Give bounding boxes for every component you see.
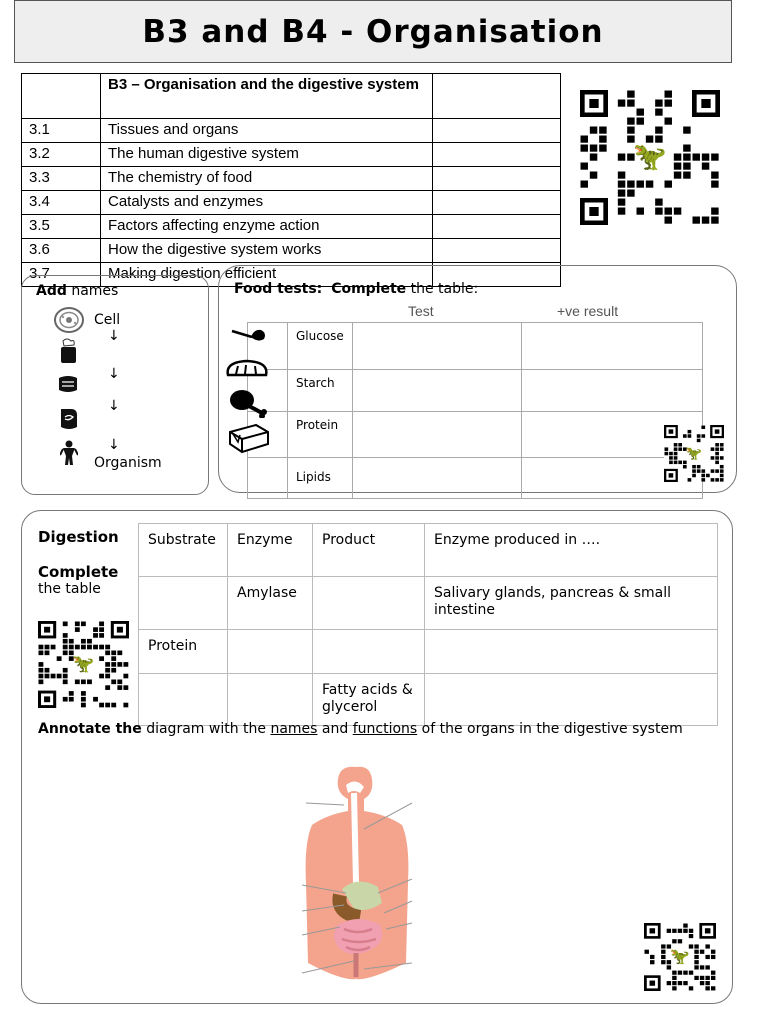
qr-code-icon[interactable] (38, 621, 129, 708)
food-row-glucose: Glucose (288, 323, 353, 370)
organism-label: Organism (94, 455, 162, 471)
svg-text:🦖: 🦖 (72, 654, 95, 675)
header-substrate: Substrate (139, 524, 228, 577)
lipids-test-cell[interactable] (352, 458, 521, 499)
food-tests-table (247, 322, 703, 499)
cell-product: Fatty acids & glycerol (313, 674, 425, 726)
organ-system-icon (57, 405, 81, 433)
person-icon (60, 440, 78, 466)
cell-produced-in[interactable] (425, 630, 718, 674)
svg-text:🦖: 🦖 (670, 946, 690, 966)
complete-label: Complete (38, 563, 119, 581)
cell-product[interactable] (313, 577, 425, 630)
topics-table (21, 73, 561, 287)
topic-row: 3.1 Tissues and organs (22, 119, 561, 143)
cell-substrate: Protein (139, 630, 228, 674)
cell-substrate[interactable] (139, 674, 228, 726)
digestion-heading: Digestion (38, 528, 119, 546)
topic-row: 3.3 The chemistry of food (22, 167, 561, 191)
topic-row: 3.6 How the digestive system works (22, 239, 561, 263)
arrow-3: ↓ (108, 398, 120, 414)
food-row-protein: Protein (288, 412, 353, 458)
food-row-starch: Starch (288, 370, 353, 412)
header-enzyme: Enzyme (228, 524, 313, 577)
annotate-instruction: Annotate the diagram with the names and functions of the organs in the digestive system (38, 721, 683, 737)
page-title: B3 and B4 - Organisation (14, 0, 732, 63)
svg-text:🦖: 🦖 (633, 141, 667, 173)
qr-code-icon[interactable] (664, 425, 724, 482)
topic-row: 3.4 Catalysts and enzymes (22, 191, 561, 215)
butter-icon (228, 422, 270, 454)
cell-icon (53, 306, 85, 334)
cell-enzyme[interactable] (228, 674, 313, 726)
cell-substrate[interactable] (139, 577, 228, 630)
topic-row: 3.2 The human digestive system (22, 143, 561, 167)
topics-header: B3 – Organisation and the digestive system (101, 74, 433, 119)
cell-enzyme: Amylase (228, 577, 313, 630)
arrow-1: ↓ (108, 328, 120, 344)
header-enzyme-produced-in: Enzyme produced in …. (425, 524, 718, 577)
svg-text:🦖: 🦖 (685, 446, 703, 462)
starch-result-cell[interactable] (521, 370, 702, 412)
arrow-4: ↓ (108, 437, 120, 453)
cell-enzyme[interactable] (228, 630, 313, 674)
glucose-result-cell[interactable] (521, 323, 702, 370)
cell-product[interactable] (313, 630, 425, 674)
food-col-test: Test (408, 303, 434, 319)
organisation-instruction: Add names (36, 283, 119, 299)
stomach-organ-icon (56, 372, 80, 396)
glucose-test-cell[interactable] (352, 323, 521, 370)
chicken-leg-icon (229, 388, 271, 418)
protein-test-cell[interactable] (352, 412, 521, 458)
bread-icon (225, 358, 269, 380)
food-col-result: +ve result (557, 303, 619, 319)
digestive-system-diagram (298, 763, 418, 985)
complete-rest: the table (38, 581, 101, 597)
header-product: Product (313, 524, 425, 577)
starch-test-cell[interactable] (352, 370, 521, 412)
food-row-lipids: Lipids (288, 458, 353, 499)
spoon-icon (230, 325, 268, 345)
cell-produced-in[interactable] (425, 674, 718, 726)
cell-label: Cell (94, 312, 121, 328)
arrow-2: ↓ (108, 366, 120, 382)
food-tests-instruction: Food tests: Complete the table: (234, 281, 479, 297)
tissue-icon (58, 337, 80, 365)
topic-row: 3.7 Making digestion efficient (22, 263, 561, 287)
cell-produced-in: Salivary glands, pancreas & small intestine (425, 577, 718, 630)
topic-row: 3.5 Factors affecting enzyme action (22, 215, 561, 239)
qr-code-icon[interactable] (644, 923, 716, 991)
digestion-table (138, 523, 718, 726)
qr-code-icon[interactable] (580, 90, 720, 225)
